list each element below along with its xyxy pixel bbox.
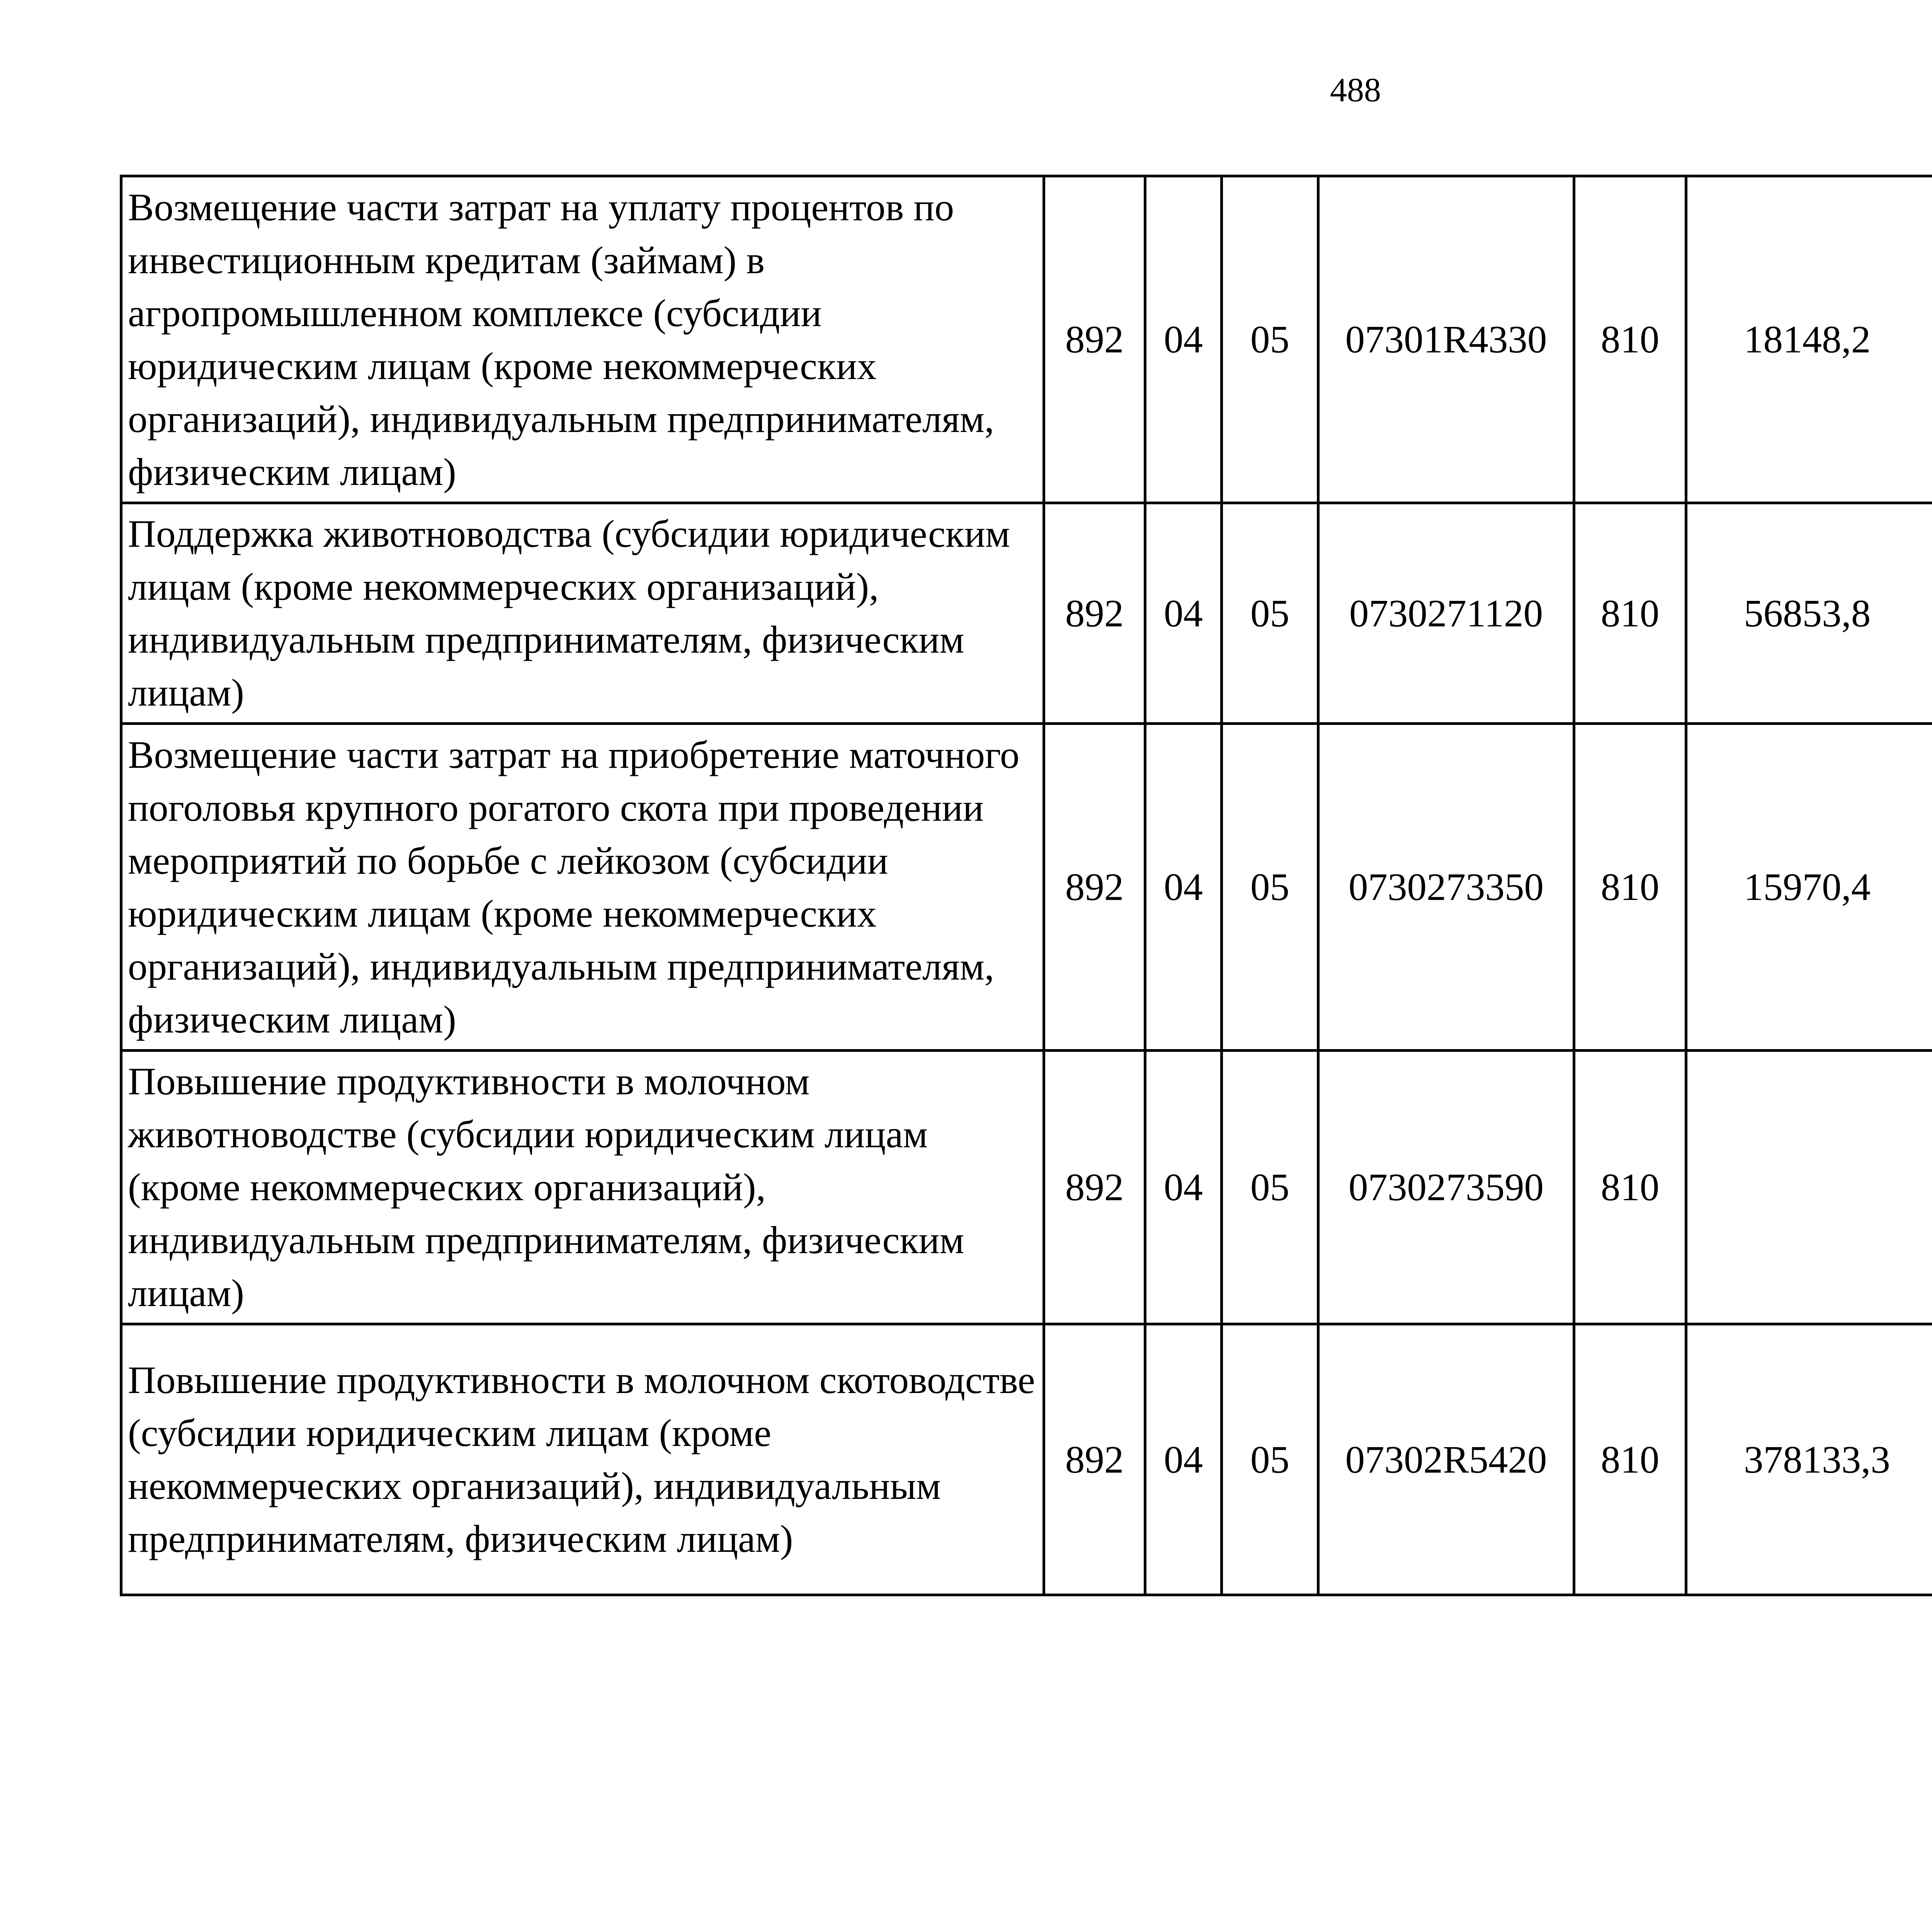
section-code: 04	[1145, 503, 1222, 724]
row-description: Поддержка животноводства (субсидии юридическим лицам (кроме некоммерческих организаций), индивидуальным предпринимателям, физическим лицам)	[121, 503, 1044, 724]
section-code: 04	[1145, 724, 1222, 1051]
target-article-code: 0730273590	[1318, 1051, 1574, 1324]
expense-type-code: 810	[1574, 176, 1686, 503]
subsection-code: 05	[1222, 176, 1318, 503]
target-article-code: 07301R4330	[1318, 176, 1574, 503]
ministry-code: 892	[1044, 1324, 1145, 1595]
table-row	[121, 503, 1932, 724]
subsection-code: 05	[1222, 503, 1318, 724]
amount-1: 15970,4	[1686, 724, 1932, 1051]
expense-type-code: 810	[1574, 1051, 1686, 1324]
subsection-code: 05	[1222, 1051, 1318, 1324]
table-row	[121, 724, 1932, 1051]
amount-1: 378133,3	[1686, 1324, 1932, 1595]
row-description: Возмещение части затрат на уплату процентов по инвестиционным кредитам (займам) в агропромышленном комплексе (субсидии юридическим лицам (кроме некоммерческих организаций), индивидуальным предпринимателям, физическим лицам)	[121, 176, 1044, 503]
target-article-code: 0730271120	[1318, 503, 1574, 724]
section-code: 04	[1145, 176, 1222, 503]
expense-type-code: 810	[1574, 724, 1686, 1051]
row-description: Повышение продуктивности в молочном животноводстве (субсидии юридическим лицам (кроме некоммерческих организаций), индивидуальным предпринимателям, физическим лицам)	[121, 1051, 1044, 1324]
ministry-code: 892	[1044, 1051, 1145, 1324]
budget-table	[120, 175, 1932, 1596]
target-article-code: 0730273350	[1318, 724, 1574, 1051]
table-row	[121, 1051, 1932, 1324]
page-number: 488	[1330, 71, 1381, 109]
ministry-code: 892	[1044, 176, 1145, 503]
section-code: 04	[1145, 1324, 1222, 1595]
amount-1	[1686, 1051, 1932, 1324]
ministry-code: 892	[1044, 503, 1145, 724]
table-row	[121, 176, 1932, 503]
table-row	[121, 1324, 1932, 1595]
ministry-code: 892	[1044, 724, 1145, 1051]
amount-1: 56853,8	[1686, 503, 1932, 724]
subsection-code: 05	[1222, 1324, 1318, 1595]
amount-1: 18148,2	[1686, 176, 1932, 503]
expense-type-code: 810	[1574, 1324, 1686, 1595]
row-description: Повышение продуктивности в молочном скотоводстве (субсидии юридическим лицам (кроме некоммерческих организаций), индивидуальным предпринимателям, физическим лицам)	[121, 1324, 1044, 1595]
subsection-code: 05	[1222, 724, 1318, 1051]
section-code: 04	[1145, 1051, 1222, 1324]
target-article-code: 07302R5420	[1318, 1324, 1574, 1595]
expense-type-code: 810	[1574, 503, 1686, 724]
row-description: Возмещение части затрат на приобретение маточного поголовья крупного рогатого скота при проведении мероприятий по борьбе с лейкозом (субсидии юридическим лицам (кроме некоммерческих организаций), индивидуальным предпринимателям, физическим лицам)	[121, 724, 1044, 1051]
